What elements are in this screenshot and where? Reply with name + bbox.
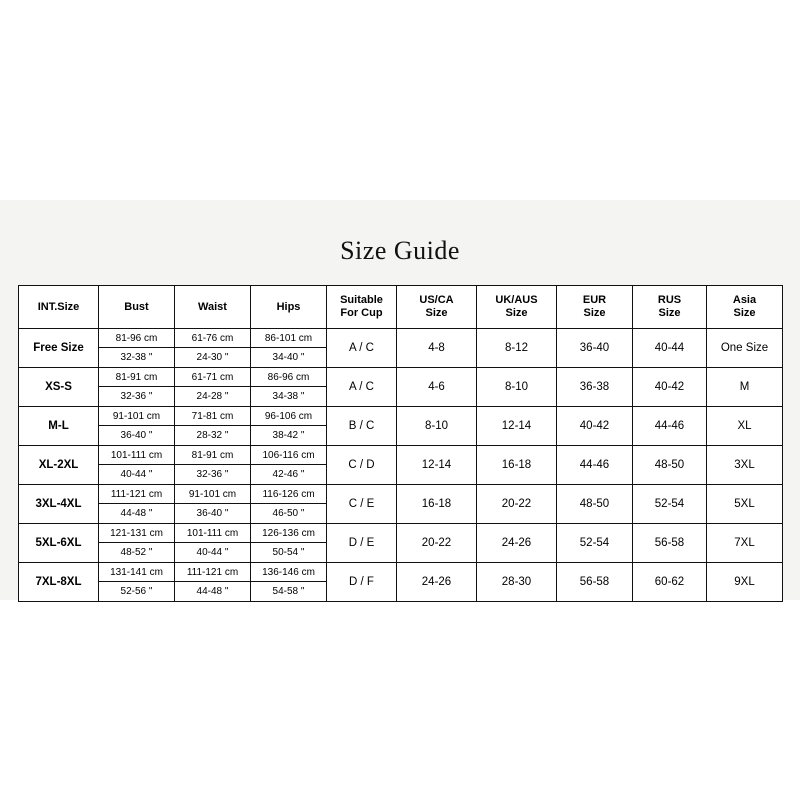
cell-uk-aus: 12-14 [477, 407, 557, 446]
column-header-us-ca-size [397, 286, 477, 329]
cell-bust-cm: 81-91 cm [99, 368, 174, 387]
cell-waist-cm: 61-71 cm [175, 368, 250, 387]
cell-waist [175, 524, 251, 563]
column-header-label-line1: Suitable [340, 294, 383, 306]
cell-int-size: 5XL-6XL [19, 524, 99, 563]
size-table-body [19, 329, 783, 602]
size-table-header [19, 286, 783, 329]
cell-asia: 5XL [707, 485, 783, 524]
cell-asia: One Size [707, 329, 783, 368]
cell-asia: 7XL [707, 524, 783, 563]
cell-bust-inch: 32-36 " [120, 391, 153, 402]
cell-bust-cm: 111-121 cm [99, 485, 174, 504]
cell-hips-cm: 126-136 cm [251, 524, 326, 543]
cell-waist [175, 329, 251, 368]
cell-waist-cm: 111-121 cm [175, 563, 250, 582]
cell-uk-aus: 28-30 [477, 563, 557, 602]
column-header-uk-aus-size [477, 286, 557, 329]
cell-waist-cm: 91-101 cm [175, 485, 250, 504]
cell-bust [99, 329, 175, 368]
table-row [19, 485, 783, 524]
cell-bust [99, 368, 175, 407]
cell-hips-inch: 34-38 " [272, 391, 305, 402]
cell-bust-inch: 40-44 " [120, 469, 153, 480]
table-row [19, 524, 783, 563]
cell-cup: D / E [327, 524, 397, 563]
cell-rus: 60-62 [633, 563, 707, 602]
cell-bust-cm: 81-96 cm [99, 329, 174, 348]
cell-int-size: XS-S [19, 368, 99, 407]
cell-cup: B / C [327, 407, 397, 446]
cell-bust-inch: 32-38 " [120, 352, 153, 363]
cell-rus: 40-44 [633, 329, 707, 368]
column-header-label-line1: US/CA [419, 294, 454, 306]
cell-asia: 3XL [707, 446, 783, 485]
cell-eur: 44-46 [557, 446, 633, 485]
column-header-asia-size [707, 286, 783, 329]
cell-uk-aus: 20-22 [477, 485, 557, 524]
cell-bust-cm: 121-131 cm [99, 524, 174, 543]
cell-hips [251, 524, 327, 563]
column-header-label-line2: Size [733, 307, 756, 319]
cell-cup: A / C [327, 329, 397, 368]
cell-rus: 48-50 [633, 446, 707, 485]
cell-waist-cm: 81-91 cm [175, 446, 250, 465]
cell-bust-cm: 131-141 cm [99, 563, 174, 582]
cell-bust [99, 563, 175, 602]
cell-eur: 56-58 [557, 563, 633, 602]
table-header-row [19, 286, 783, 329]
cell-hips-cm: 86-96 cm [251, 368, 326, 387]
cell-cup: C / D [327, 446, 397, 485]
table-row [19, 329, 783, 368]
cell-waist-inch: 28-32 " [196, 430, 229, 441]
column-header-rus-size [633, 286, 707, 329]
cell-rus: 44-46 [633, 407, 707, 446]
cell-hips [251, 563, 327, 602]
size-table [18, 285, 783, 602]
cell-bust [99, 485, 175, 524]
column-header-label-line2: Size [583, 307, 606, 319]
column-header-label-line1: RUS [657, 294, 682, 306]
column-header-label-line2: Size [658, 307, 681, 319]
cell-hips [251, 485, 327, 524]
table-row [19, 446, 783, 485]
cell-waist-inch: 40-44 " [196, 547, 229, 558]
cell-cup: A / C [327, 368, 397, 407]
column-header-label-line2: Size [505, 307, 528, 319]
cell-waist-cm: 101-111 cm [175, 524, 250, 543]
cell-bust-inch: 44-48 " [120, 508, 153, 519]
cell-hips-cm: 86-101 cm [251, 329, 326, 348]
column-header-waist [175, 286, 251, 329]
cell-bust-inch: 52-56 " [120, 586, 153, 597]
cell-bust [99, 446, 175, 485]
column-header-label-line1: UK/AUS [495, 294, 538, 306]
cell-eur: 40-42 [557, 407, 633, 446]
cell-waist [175, 407, 251, 446]
cell-waist [175, 485, 251, 524]
cell-int-size: XL-2XL [19, 446, 99, 485]
cell-hips-inch: 34-40 " [272, 352, 305, 363]
cell-hips-inch: 54-58 " [272, 586, 305, 597]
cell-waist-inch: 36-40 " [196, 508, 229, 519]
cell-waist-inch: 44-48 " [196, 586, 229, 597]
page-title: Size Guide [340, 236, 460, 265]
cell-waist-inch: 32-36 " [196, 469, 229, 480]
column-header-suitable-for-cup [327, 286, 397, 329]
cell-eur: 52-54 [557, 524, 633, 563]
cell-uk-aus: 24-26 [477, 524, 557, 563]
cell-hips-cm: 136-146 cm [251, 563, 326, 582]
column-header-label: INT.Size [37, 300, 80, 313]
cell-cup: D / F [327, 563, 397, 602]
cell-hips [251, 329, 327, 368]
cell-asia: M [707, 368, 783, 407]
size-table-container [18, 285, 782, 602]
cell-hips-inch: 38-42 " [272, 430, 305, 441]
column-header-label-line2: For Cup [340, 307, 383, 319]
table-row [19, 407, 783, 446]
column-header-label-line1: EUR [582, 294, 607, 306]
cell-hips-cm: 116-126 cm [251, 485, 326, 504]
column-header-hips [251, 286, 327, 329]
cell-us-ca: 20-22 [397, 524, 477, 563]
cell-hips-cm: 106-116 cm [251, 446, 326, 465]
cell-hips-cm: 96-106 cm [251, 407, 326, 426]
cell-int-size: 7XL-8XL [19, 563, 99, 602]
cell-rus: 52-54 [633, 485, 707, 524]
size-guide-panel [0, 200, 800, 600]
column-header-eur-size [557, 286, 633, 329]
cell-asia: XL [707, 407, 783, 446]
cell-us-ca: 4-8 [397, 329, 477, 368]
cell-rus: 40-42 [633, 368, 707, 407]
cell-int-size: 3XL-4XL [19, 485, 99, 524]
cell-uk-aus: 8-12 [477, 329, 557, 368]
cell-uk-aus: 8-10 [477, 368, 557, 407]
cell-uk-aus: 16-18 [477, 446, 557, 485]
column-header-bust [99, 286, 175, 329]
column-header-label: Waist [198, 300, 227, 313]
cell-us-ca: 12-14 [397, 446, 477, 485]
cell-us-ca: 16-18 [397, 485, 477, 524]
column-header-label: Hips [276, 300, 301, 313]
column-header-label: Bust [124, 300, 149, 313]
cell-waist [175, 368, 251, 407]
cell-cup: C / E [327, 485, 397, 524]
column-header-label-line1: Asia [732, 294, 757, 306]
cell-hips [251, 368, 327, 407]
cell-waist-inch: 24-30 " [196, 352, 229, 363]
cell-int-size: Free Size [19, 329, 99, 368]
cell-eur: 48-50 [557, 485, 633, 524]
cell-us-ca: 4-6 [397, 368, 477, 407]
cell-hips-inch: 50-54 " [272, 547, 305, 558]
cell-bust-inch: 48-52 " [120, 547, 153, 558]
column-header-int-size [19, 286, 99, 329]
cell-bust [99, 524, 175, 563]
cell-hips [251, 446, 327, 485]
table-row [19, 563, 783, 602]
cell-us-ca: 24-26 [397, 563, 477, 602]
cell-bust-cm: 101-111 cm [99, 446, 174, 465]
cell-bust-inch: 36-40 " [120, 430, 153, 441]
cell-hips-inch: 42-46 " [272, 469, 305, 480]
column-header-label-line2: Size [425, 307, 448, 319]
cell-waist [175, 563, 251, 602]
cell-eur: 36-38 [557, 368, 633, 407]
cell-asia: 9XL [707, 563, 783, 602]
cell-waist-cm: 61-76 cm [175, 329, 250, 348]
cell-hips-inch: 46-50 " [272, 508, 305, 519]
cell-waist [175, 446, 251, 485]
cell-eur: 36-40 [557, 329, 633, 368]
cell-int-size: M-L [19, 407, 99, 446]
table-row [19, 368, 783, 407]
cell-hips [251, 407, 327, 446]
cell-rus: 56-58 [633, 524, 707, 563]
cell-bust-cm: 91-101 cm [99, 407, 174, 426]
cell-waist-inch: 24-28 " [196, 391, 229, 402]
cell-bust [99, 407, 175, 446]
cell-waist-cm: 71-81 cm [175, 407, 250, 426]
cell-us-ca: 8-10 [397, 407, 477, 446]
